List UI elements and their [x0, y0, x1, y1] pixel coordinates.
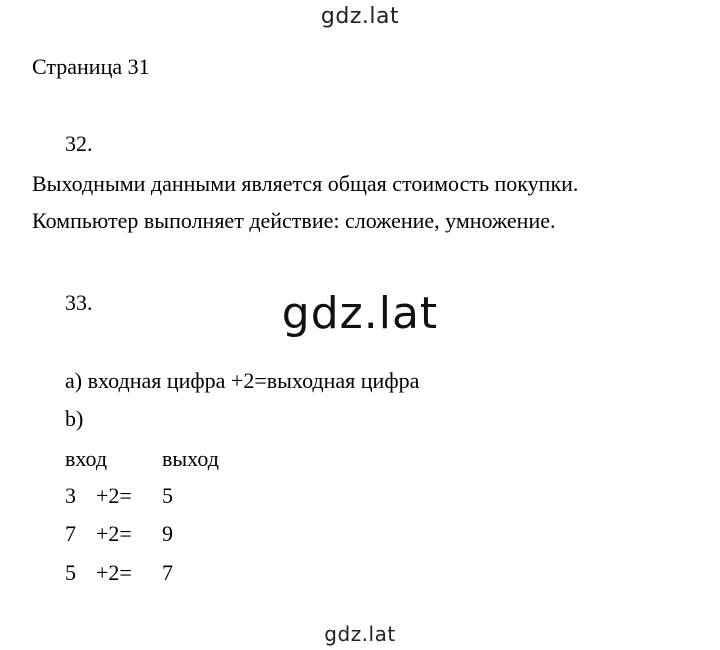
row-output: 9: [162, 521, 173, 546]
row-output: 5: [162, 483, 173, 508]
table-header-output: выход: [162, 446, 219, 471]
task-33-part-b: b): [65, 406, 84, 431]
task-32-number: 32.: [65, 131, 93, 156]
row-operation: +2=: [96, 560, 132, 585]
row-output: 7: [162, 560, 173, 585]
row-operation: +2=: [96, 521, 132, 546]
watermark-middle: gdz.lat: [281, 288, 439, 339]
page-label: Страница 31: [32, 54, 150, 79]
task-32-line-2: Компьютер выполняет действие: сложение, умножение.: [32, 208, 556, 233]
table-header-input: вход: [65, 446, 108, 471]
task-32-line-1: Выходными данными является общая стоимость покупки.: [32, 171, 579, 196]
row-operation: +2=: [96, 483, 132, 508]
watermark-top: gdz.lat: [320, 4, 400, 29]
task-33-number: 33.: [65, 290, 93, 315]
row-input: 5: [65, 560, 76, 585]
watermark-bottom: gdz.lat: [324, 622, 396, 646]
row-input: 3: [65, 483, 76, 508]
task-33-part-a: а) входная цифра +2=выходная цифра: [65, 368, 420, 393]
row-input: 7: [65, 521, 76, 546]
